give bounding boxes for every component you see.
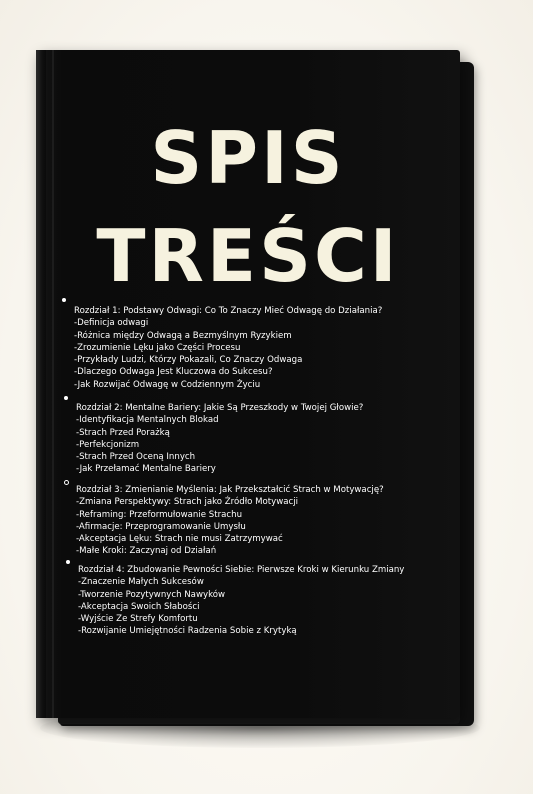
chapter-2-title: Rozdział 2: Mentalne Bariery: Jakie Są Przeszkody w Twojej Głowie? [76,403,364,413]
chapter-1-item: -Zrozumienie Lęku jako Części Procesu [74,342,241,353]
chapter-2 [76,402,363,476]
chapter-3-item: -Afirmacje: Przeprogramowanie Umysłu [76,521,246,532]
chapter-3-item: -Reframing: Przeformułowanie Strachu [76,509,243,520]
chapter-1-item: -Przykłady Ludzi, Którzy Pokazali, Co Znaczy Odwaga [74,355,303,366]
chapter-4-item: -Znaczenie Małych Sukcesów [78,577,204,588]
chapter-2-item: -Strach Przed Oceną Innych [76,452,196,463]
chapter-4-item: -Wyjście Ze Strefy Komfortu [78,614,198,625]
chapter-4-title: Rozdział 4: Zbudowanie Pewności Siebie: Pierwsze Kroki w Kierunku Zmiany [78,565,405,575]
chapter-2-item: -Jak Przełamać Mentalne Bariery [76,464,216,475]
chapter-bullet [66,560,70,564]
chapter-3-item: -Akceptacja Lęku: Strach nie musi Zatrzymywać [76,534,283,545]
chapter-2-item: -Identyfikacja Mentalnych Blokad [76,415,219,426]
cover-title-line-2: TREŚCI [96,214,400,298]
chapter-2-item: -Strach Przed Porażką [76,427,170,438]
chapter-4-item: -Tworzenie Pozytywnych Nawyków [78,589,226,600]
chapter-4 [78,564,404,638]
chapter-bullet [62,298,66,302]
chapter-bullet [64,480,69,485]
chapter-1 [74,305,382,391]
chapter-3-title: Rozdział 3: Zmienianie Myślenia: Jak Przekształcić Strach w Motywację? [76,485,384,495]
chapter-3 [76,484,384,558]
chapter-4-item: -Akceptacja Swoich Słabości [78,601,200,612]
chapter-1-item: -Jak Rozwijać Odwagę w Codziennym Życiu [74,379,261,390]
chapter-4-item: -Rozwijanie Umiejętności Radzenia Sobie z Krytyką [78,626,297,637]
chapter-3-item: -Zmiana Perspektywy: Strach jako Źródło Motywacji [76,497,299,508]
cover-title-line-1: SPIS [150,116,346,200]
chapter-2-item: -Perfekcjonizm [76,439,140,450]
chapter-3-item: -Małe Kroki: Zaczynaj od Działań [76,546,217,557]
chapter-1-item: -Różnica między Odwagą a Bezmyślnym Ryzykiem [74,330,292,341]
chapter-1-item: -Dlaczego Odwaga Jest Kluczowa do Sukcesu? [74,367,273,378]
chapter-1-title: Rozdział 1: Podstawy Odwagi: Co To Znaczy Mieć Odwagę do Działania? [74,306,383,316]
chapter-1-item: -Definicja odwagi [74,318,149,329]
chapter-bullet [64,396,68,400]
